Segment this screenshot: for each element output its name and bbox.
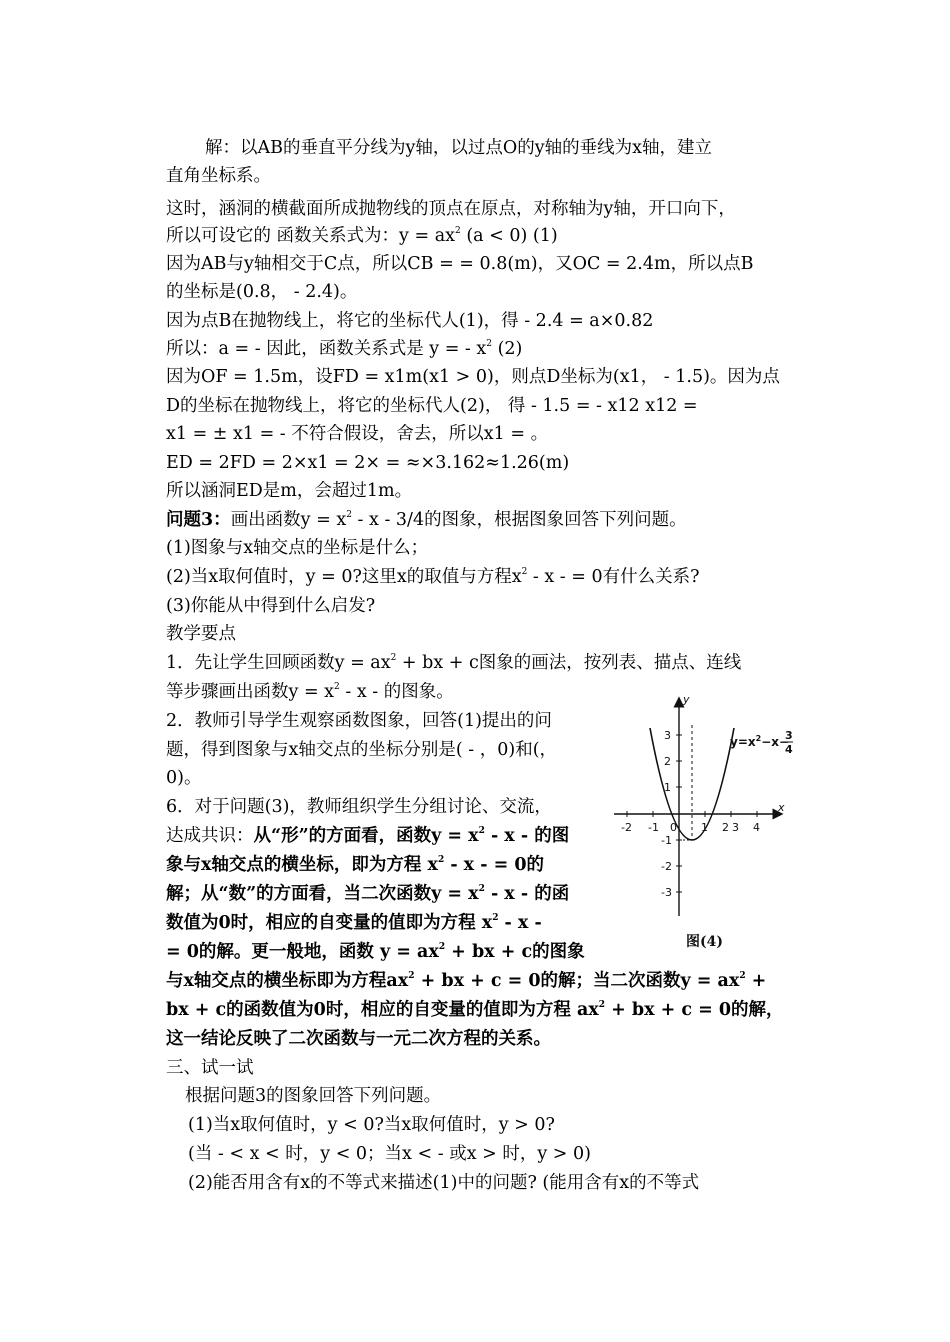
text-line: 解；从“数”的方面看，当二次函数$y = x^2 - x$ - 的函	[166, 884, 570, 904]
parabola-figure	[612, 690, 802, 955]
text-line: (3)你能从中得到什么启发?	[166, 596, 376, 616]
text-line: (2)能否用含有x的不等式来描述(1)中的问题? (能用含有x的不等式	[188, 1173, 700, 1193]
text-line: x1 = ± x1 = - 不符合假设，舍去，所以x1 = 。	[166, 424, 549, 444]
text-line: (1)图象与x轴交点的坐标是什么；	[166, 538, 429, 558]
y-tick-label: -3	[661, 886, 672, 899]
text-line: 所以可设它的 函数关系式为：$y = ax^2$ (a < 0) (1)	[166, 226, 558, 246]
text-line: (当 - < x < 时，y < 0；当x < - 或x > 时，y > 0)	[188, 1144, 591, 1164]
fraction-numerator: 3	[785, 729, 793, 742]
text-line: = 0的解。更一般地，函数 $y = ax^2$ + bx + c的图象	[166, 942, 585, 962]
text-line: 根据问题3的图象回答下列问题。	[185, 1086, 442, 1106]
y-tick-label: 1	[664, 781, 671, 794]
figure-caption: 图(4)	[686, 934, 723, 950]
y-axis-label: y	[683, 693, 690, 706]
text-line: 问题3：画出函数$y = x^2 - x - 3/4$的图象，根据图象回答下列问题。	[166, 510, 687, 530]
text-line: 这时，涵洞的横截面所成抛物线的顶点在原点，对称轴为y轴，开口向下，	[166, 199, 736, 219]
text-line: 因为OF = 1.5m，设FD = x1m(x1 > 0)，则点D坐标为(x1， - 1.5)。因为点	[166, 367, 780, 387]
text-line: 所以：a = - 因此，函数关系式是 y = - $x^2$ (2)	[166, 339, 523, 359]
x-tick-label: 3	[732, 821, 739, 834]
text-line: 2．教师引导学生观察函数图象，回答(1)提出的问	[166, 711, 552, 731]
text-line: D的坐标在抛物线上，将它的坐标代人(2)， 得 - 1.5 = - x12 x12 =	[166, 396, 698, 416]
section-heading: 教学要点	[166, 624, 236, 644]
text-line: 象与x轴交点的横坐标，即为方程 $x^2$ - x - = 0的	[166, 855, 544, 875]
y-tick-label: 3	[664, 729, 671, 742]
y-tick-label: -2	[661, 860, 672, 873]
text-line: 达成共识：从“形”的方面看，函数$y = x^2 - x$ - 的图	[166, 826, 570, 846]
fraction-denominator: 4	[785, 743, 793, 756]
y-tick-label: 2	[664, 755, 671, 768]
graph-svg	[612, 690, 802, 955]
text-line: 等步骤画出函数$y = x^2 - x$ - 的图象。	[166, 682, 454, 702]
section-heading: 三、试一试	[166, 1058, 254, 1078]
text-line: 因为AB与y轴相交于C点，所以CB = = 0.8(m)，又OC = 2.4m，所以点B	[166, 254, 754, 274]
x-tick-label: 2	[722, 821, 729, 834]
text-line: 与x轴交点的横坐标即为方程$ax^2$ + bx + c = 0的解；当二次函数$y = ax^2$ +	[166, 971, 767, 991]
origin-label: 0	[670, 821, 677, 834]
text-line: bx + c的函数值为0时，相应的自变量的值即为方程 $ax^2$ + bx + c = 0的解，	[166, 1000, 784, 1020]
text-line: 数值为0时，相应的自变量的值即为方程 $x^2$ - x -	[166, 913, 542, 933]
y-tick-label: -1	[661, 834, 672, 847]
x-axis-label: x	[778, 801, 785, 814]
x-tick-label: 1	[701, 821, 708, 834]
text-line: (1)当x取何值时，y < 0?当x取何值时，y > 0?	[188, 1115, 555, 1135]
text-line: 直角坐标系。	[166, 166, 271, 186]
text-line: 因为点B在抛物线上，将它的坐标代人(1)，得 - 2.4 = a×0.82	[166, 311, 654, 331]
x-tick-label: -1	[648, 821, 659, 834]
x-tick-label: 4	[753, 821, 760, 834]
text-line: 所以涵洞ED是m，会超过1m。	[166, 481, 413, 501]
text-line: 解：以AB的垂直平分线为y轴，以过点O的y轴的垂线为x轴，建立	[205, 138, 712, 158]
text-line: 题，得到图象与x轴交点的坐标分别是( - ，0)和(，	[166, 740, 558, 760]
text-line: (2)当x取何值时，y = 0?这里x的取值与方程$x^2$ - x - = 0有什么关系?	[166, 567, 700, 587]
text-line: 的坐标是(0.8， - 2.4)。	[166, 282, 358, 302]
text-line: 0)。	[166, 768, 202, 788]
function-label: $y=x^2-x-$	[730, 734, 790, 749]
text-line: 这一结论反映了二次函数与一元二次方程的关系。	[166, 1029, 551, 1049]
x-tick-label: -2	[621, 821, 632, 834]
text-line: ED = 2FD = 2×x1 = 2× = ≈×3.162≈1.26(m)	[166, 453, 570, 473]
text-line: 6．对于问题(3)，教师组织学生分组讨论、交流，	[166, 797, 552, 817]
text-line: 1．先让学生回顾函数$y = ax^2$ + bx + c图象的画法，按列表、描点、连线	[166, 653, 742, 673]
